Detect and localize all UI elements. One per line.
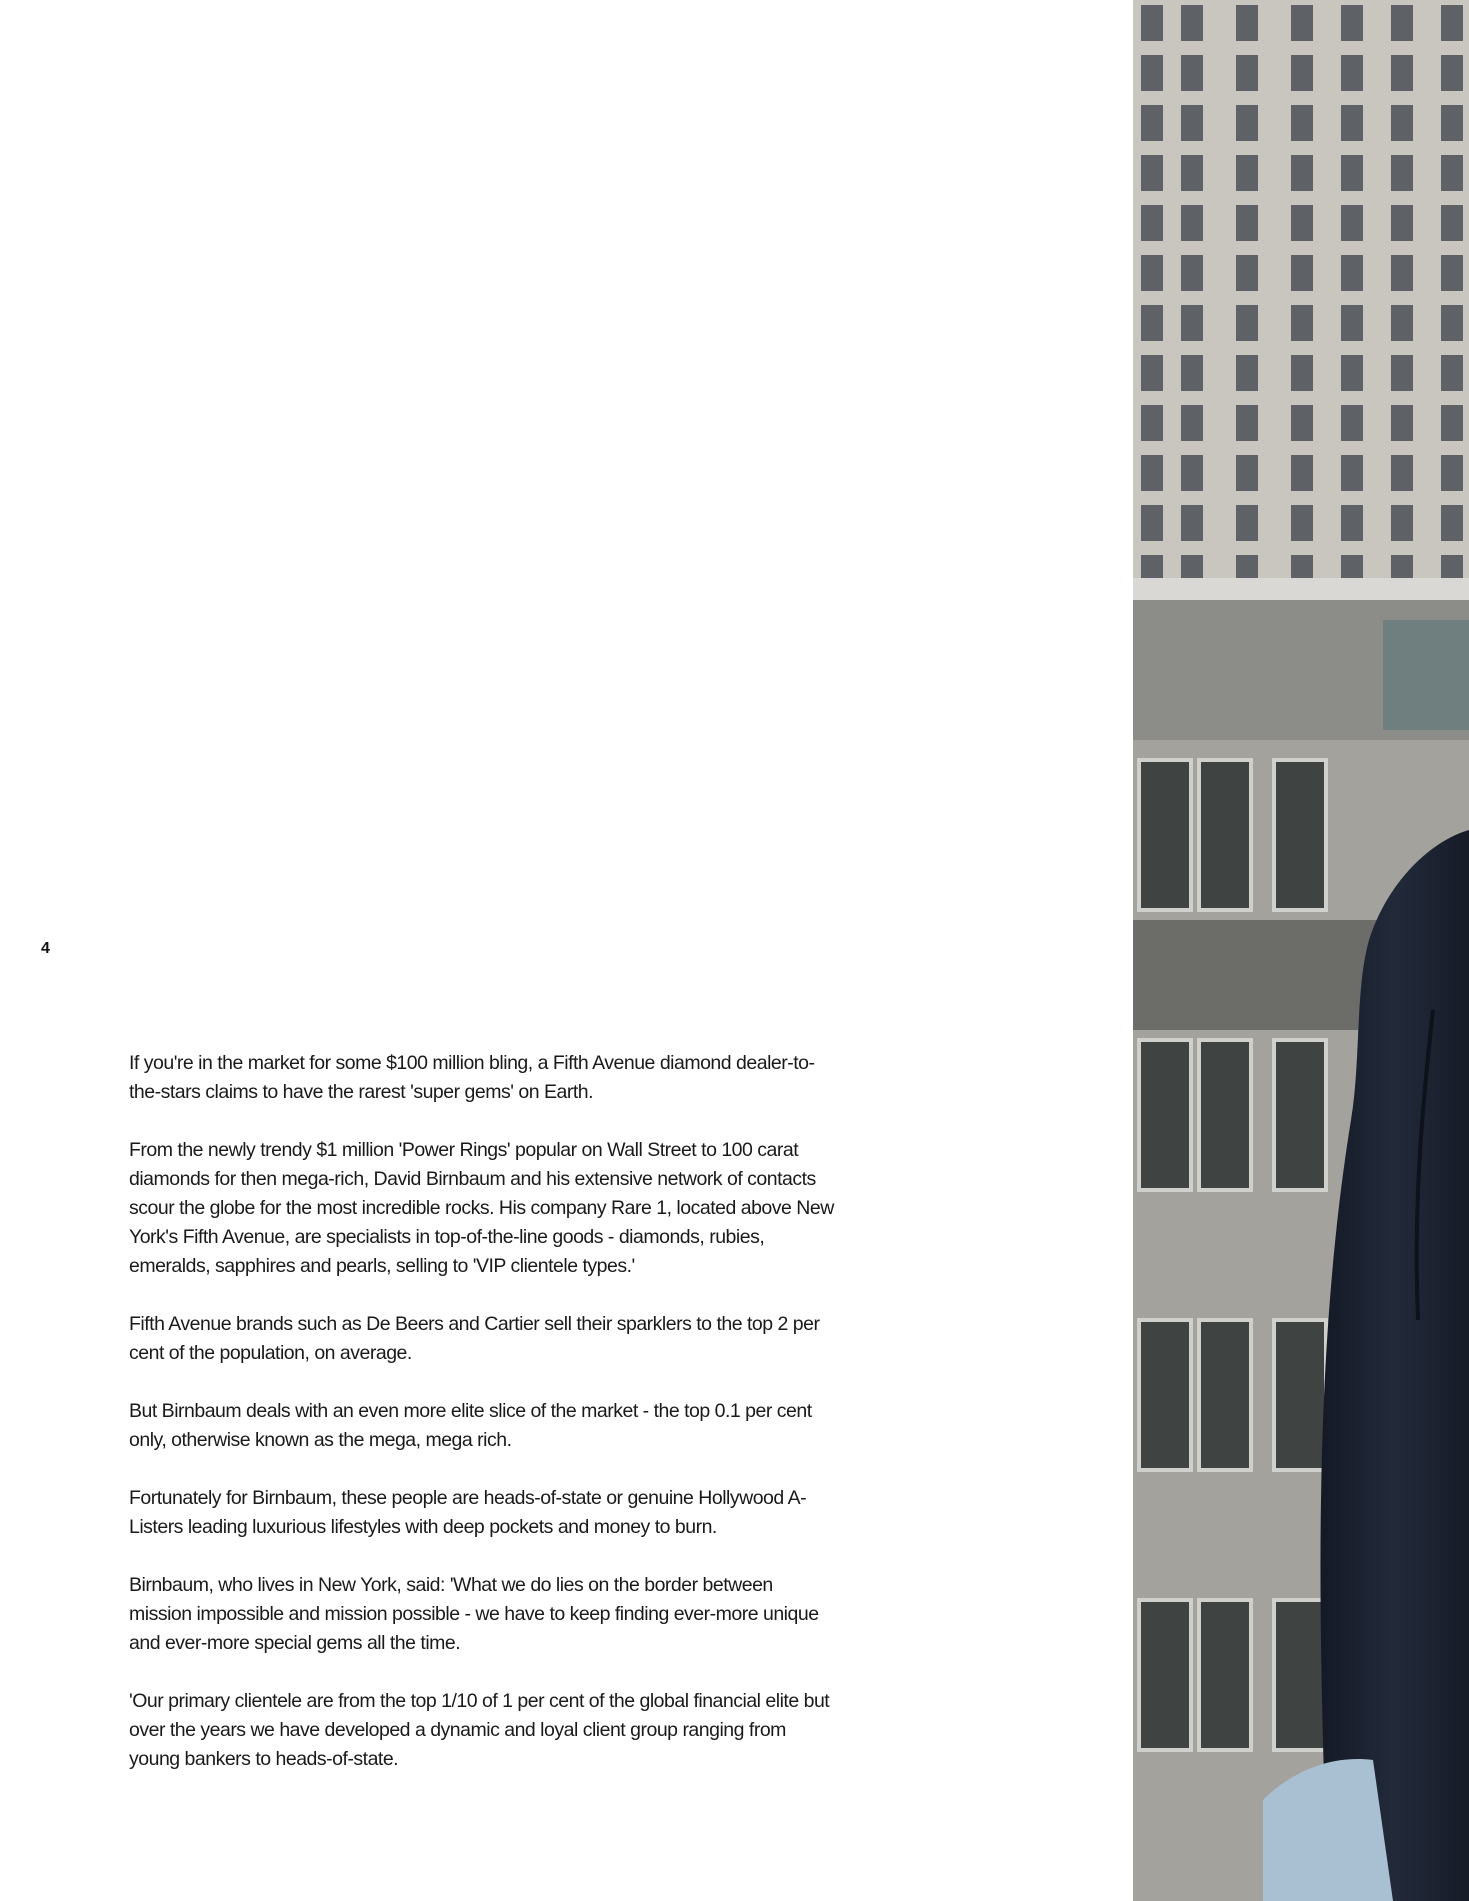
window [1181,155,1203,191]
window [1141,255,1163,291]
article-paragraph: Birnbaum, who lives in New York, said: 'What we do lies on the border between mission impossible and mission possible - we have to keep finding ever-more unique and ever-more special gems all the time. [129,1574,819,1654]
article-paragraph: From the newly trendy $1 million 'Power Rings' popular on Wall Street to 100 carat diamonds for then mega-rich, David Birnbaum and his extensive network of contacts scour the globe for the most incredible rocks. His company Rare 1, located above New York's Fifth Avenue, are specialists in top-of-the-line goods - diamonds, rubies, emeralds, sapphires and pearls, selling to 'VIP clientele types.' [129,1139,834,1277]
window [1341,405,1363,441]
window [1141,155,1163,191]
window [1139,1320,1191,1470]
window [1141,105,1163,141]
window [1181,255,1203,291]
window [1236,405,1258,441]
window [1391,255,1413,291]
window [1391,355,1413,391]
window [1341,155,1363,191]
window [1236,5,1258,41]
window [1199,1040,1251,1190]
window [1341,355,1363,391]
window [1274,1320,1326,1470]
window [1236,305,1258,341]
window [1341,105,1363,141]
window [1291,305,1313,341]
page-number: 4 [41,940,50,957]
window [1441,205,1463,241]
window [1391,155,1413,191]
window [1441,5,1463,41]
window [1236,155,1258,191]
window [1441,355,1463,391]
article-paragraph: Fifth Avenue brands such as De Beers and Cartier sell their sparklers to the top 2 per cent of the population, on average. [129,1313,820,1364]
window [1141,455,1163,491]
window [1441,105,1463,141]
window [1291,255,1313,291]
window [1236,505,1258,541]
window [1141,355,1163,391]
window [1236,55,1258,91]
photo-illustration [1133,0,1469,1901]
window [1236,355,1258,391]
window [1341,255,1363,291]
article-paragraph: If you're in the market for some $100 million bling, a Fifth Avenue diamond dealer-to-the-stars claims to have the rarest 'super gems' on Earth. [129,1052,815,1103]
window [1181,305,1203,341]
window [1141,405,1163,441]
window [1391,505,1413,541]
window [1181,5,1203,41]
window [1236,255,1258,291]
window [1181,105,1203,141]
article-body [129,1049,839,1803]
article-paragraph: But Birnbaum deals with an even more elite slice of the market - the top 0.1 per cent only, otherwise known as the mega, mega rich. [129,1400,812,1451]
window [1199,1320,1251,1470]
window [1141,505,1163,541]
window [1139,1600,1191,1750]
window [1274,1040,1326,1190]
window [1341,5,1363,41]
window [1139,760,1191,910]
window [1441,155,1463,191]
window [1391,455,1413,491]
window [1199,760,1251,910]
window [1181,55,1203,91]
window [1139,1040,1191,1190]
window [1236,205,1258,241]
window [1391,405,1413,441]
window [1441,55,1463,91]
window [1291,5,1313,41]
window [1441,505,1463,541]
window [1291,405,1313,441]
window [1291,205,1313,241]
article-paragraph: 'Our primary clientele are from the top 1/10 of 1 per cent of the global financial elite but over the years we have developed a dynamic and loyal client group ranging from young bankers to heads-of-state. [129,1690,830,1770]
window [1291,455,1313,491]
window [1181,205,1203,241]
article-paragraph: Fortunately for Birnbaum, these people are heads-of-state or genuine Hollywood A-Listers leading luxurious lifestyles with deep pockets and money to burn. [129,1487,807,1538]
window [1274,760,1326,910]
window [1341,455,1363,491]
window [1341,55,1363,91]
window [1391,55,1413,91]
window [1291,55,1313,91]
window [1341,205,1363,241]
window [1141,305,1163,341]
window [1291,505,1313,541]
window [1291,105,1313,141]
window [1441,255,1463,291]
window [1181,355,1203,391]
window [1291,355,1313,391]
window [1236,105,1258,141]
photo-dealer-in-front-of-buildings [1133,0,1469,1901]
window [1181,505,1203,541]
window [1441,305,1463,341]
window [1236,455,1258,491]
window [1441,455,1463,491]
window [1181,405,1203,441]
window [1391,105,1413,141]
window [1441,405,1463,441]
glass-panel [1383,620,1469,730]
window [1199,1600,1251,1750]
window [1391,5,1413,41]
window [1391,305,1413,341]
window [1181,455,1203,491]
window [1141,55,1163,91]
window [1274,1600,1326,1750]
window [1391,205,1413,241]
window [1341,305,1363,341]
window [1341,505,1363,541]
window [1291,155,1313,191]
window [1141,5,1163,41]
building-ledge [1133,578,1469,600]
window [1141,205,1163,241]
